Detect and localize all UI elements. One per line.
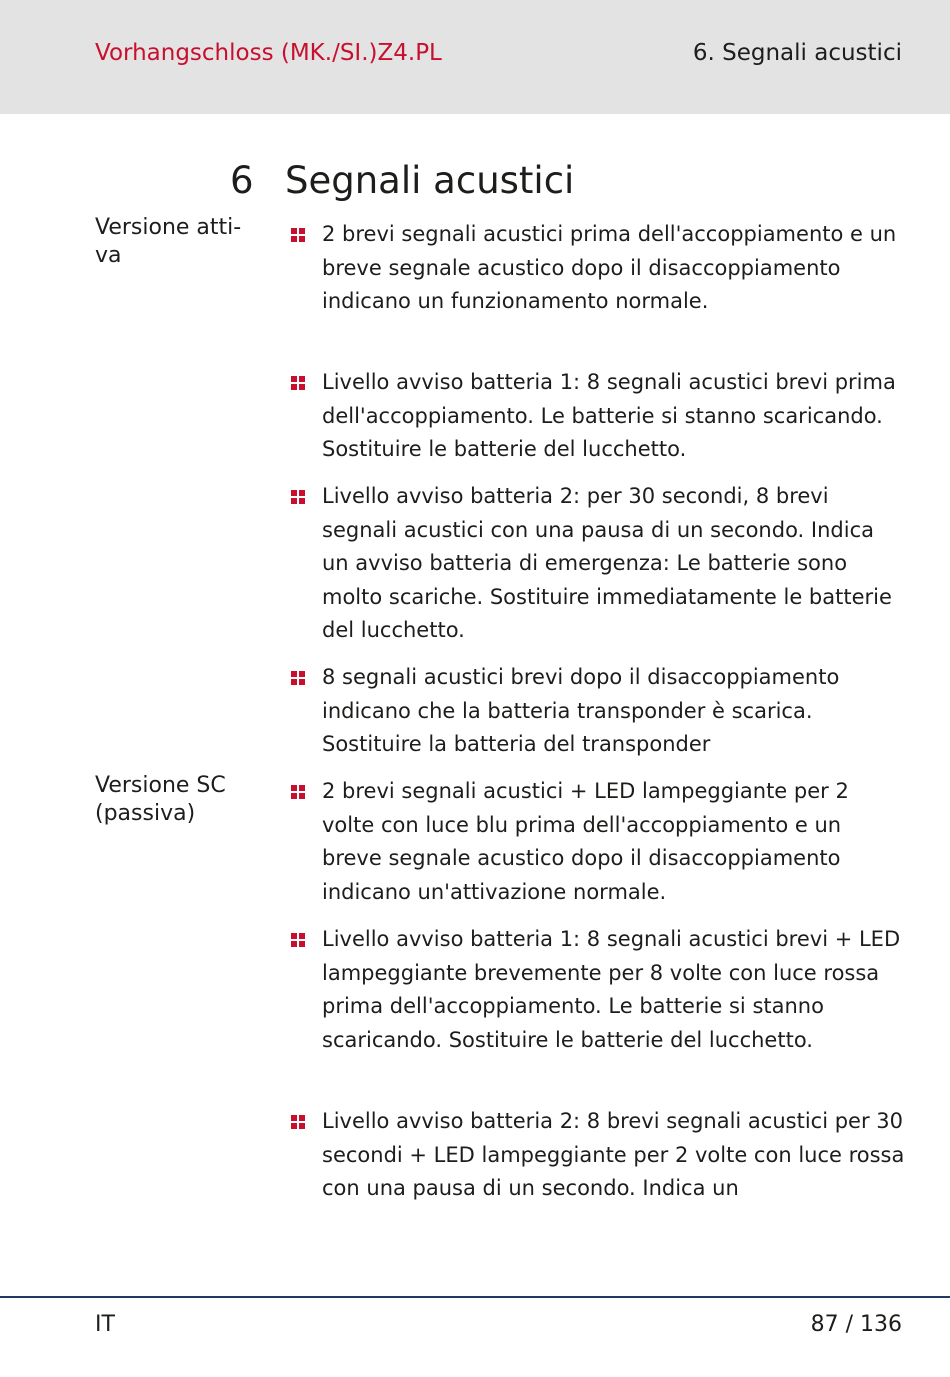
list-item-text: 2 brevi segnali acustici prima dell'accoppiamento e un breve segnale acustico dopo il disaccoppiamento indicano un funzionamento normale. bbox=[322, 222, 897, 314]
list-item-text: Livello avviso batteria 2: per 30 secondi, 8 brevi segnali acustici con una pausa di un secondo. Indica un avviso batteria di emergenza: Le batterie sono molto scariche. Sostituire immediatamente le batterie del lucchetto. bbox=[322, 484, 892, 643]
bullet-icon bbox=[291, 228, 305, 242]
chapter-title: Segnali acustici bbox=[285, 159, 575, 202]
bullet-icon bbox=[291, 376, 305, 390]
bullet-icon bbox=[291, 1115, 305, 1129]
list-item-text: Livello avviso batteria 2: 8 brevi segnali acustici per 30 secondi + LED lampeggiante per 2 volte con luce rossa con una pausa di un secondo. Indica un bbox=[322, 1109, 905, 1201]
bullet-icon bbox=[291, 933, 305, 947]
footer-divider bbox=[0, 1296, 950, 1298]
list-item-text: 2 brevi segnali acustici + LED lampeggiante per 2 volte con luce blu prima dell'accoppiamento e un breve segnale acustico dopo il disaccoppiamento indicano un'attivazione normale. bbox=[322, 779, 849, 904]
page-number: 87 / 136 bbox=[810, 1312, 902, 1337]
bullet-icon bbox=[291, 490, 305, 504]
label-active-version: Versione atti- va bbox=[95, 215, 242, 268]
bullet-icon bbox=[291, 785, 305, 799]
page-header bbox=[0, 0, 950, 114]
list-item-text: Livello avviso batteria 1: 8 segnali acustici brevi + LED lampeggiante brevemente per 8 volte con luce rossa prima dell'accoppiamento. Le batterie si stanno scaricando. Sostituire le batterie del lucchetto. bbox=[322, 927, 901, 1052]
document-title: Vorhangschloss (MK./SI.)Z4.PL bbox=[95, 40, 442, 66]
list-item-text: 8 segnali acustici brevi dopo il disaccoppiamento indicano che la batteria transponder è scarica. Sostituire la batteria del transponder bbox=[322, 665, 840, 757]
bullet-icon bbox=[291, 671, 305, 685]
section-title: 6. Segnali acustici bbox=[692, 40, 902, 66]
list-item-text: Livello avviso batteria 1: 8 segnali acustici brevi prima dell'accoppiamento. Le batterie si stanno scaricando. Sostituire le batterie del lucchetto. bbox=[322, 370, 896, 462]
label-passive-version: Versione SC (passiva) bbox=[95, 773, 226, 826]
footer-language: IT bbox=[95, 1312, 115, 1337]
chapter-number: 6 bbox=[230, 159, 254, 202]
